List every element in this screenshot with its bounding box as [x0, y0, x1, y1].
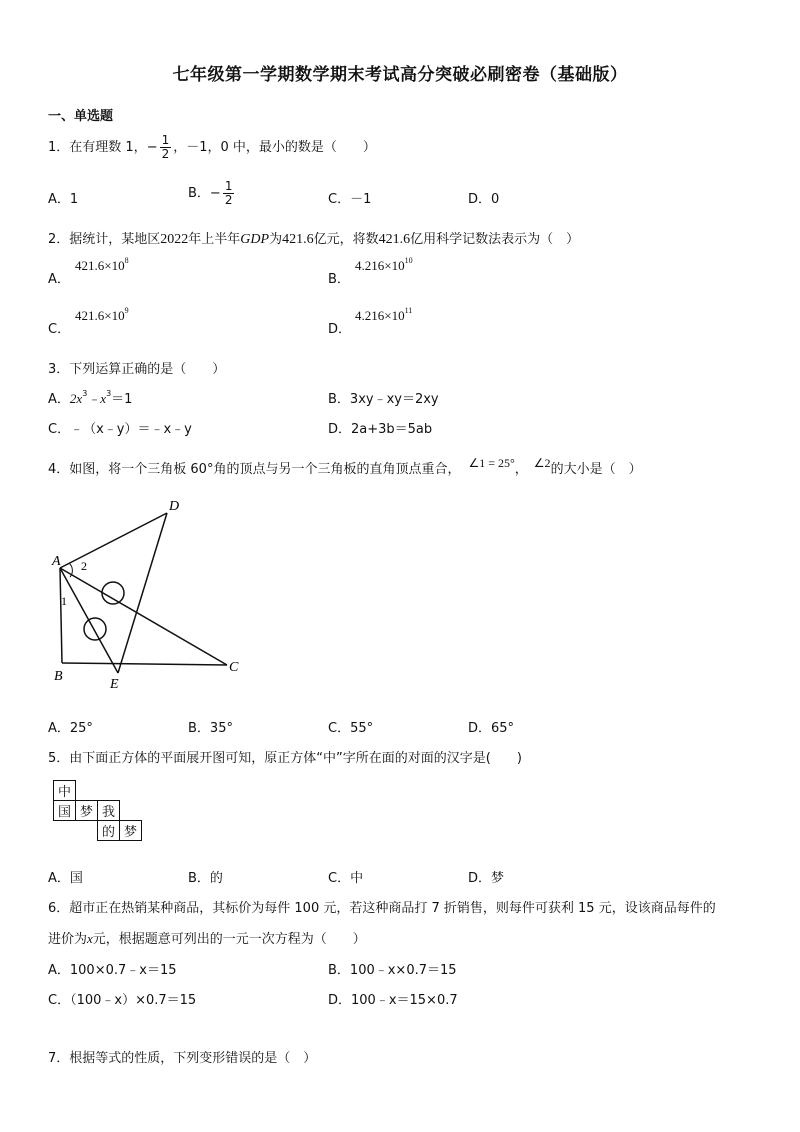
q1-frac-num: 1 — [161, 133, 170, 147]
q3-a-label: A． — [48, 392, 70, 407]
q1-frac-den: 2 — [161, 147, 170, 161]
q4-option-b: B．35° — [188, 721, 233, 736]
q1-suffix: ，－1，0 中，最小的数是（ ） — [173, 140, 376, 155]
net-face-top: 中 — [54, 781, 76, 801]
question-7: 7．根据等式的性质，下列变形错误的是（ ） — [48, 1051, 317, 1066]
page-title: 七年级第一学期数学期末考试高分突破必刷密卷（基础版） — [172, 65, 628, 85]
q2-value-2: 421.6 — [378, 232, 411, 247]
question-3: 3．下列运算正确的是（ ） — [48, 362, 226, 377]
q2-option-d-label: D． — [328, 322, 352, 337]
q5-option-d: D．梦 — [468, 871, 505, 886]
question-6-line-2 — [48, 928, 366, 947]
q6-line2-b: 元，根据题意可列出的一元一次方程为（ ） — [92, 932, 366, 947]
net-face-row3-2: 梦 — [120, 821, 142, 841]
label-c: C — [229, 660, 239, 675]
q1-option-d: D．0 — [468, 192, 500, 207]
label-b: B — [54, 669, 63, 684]
q1-option-a: A．1 — [48, 192, 79, 207]
q1-b-num: 1 — [224, 179, 233, 193]
edge-ab — [60, 568, 62, 663]
q2-option-b — [355, 256, 413, 274]
q2-gdp: GDP — [240, 232, 270, 247]
q2-a-value: 421.6×10 — [75, 258, 125, 273]
question-1 — [48, 134, 376, 161]
q1-prefix: 1．在有理数 1， — [48, 140, 147, 155]
q2-option-c — [75, 306, 129, 324]
q1-option-b-label: B． — [188, 186, 210, 201]
q2-b-exp: 10 — [404, 256, 413, 265]
q2-t4: 亿元，将数 — [313, 232, 379, 247]
label-e: E — [110, 677, 119, 692]
net-face-row2-1: 国 — [54, 801, 76, 821]
label-angle-2: 2 — [81, 559, 87, 573]
q6-line2-a: 进价为 — [48, 932, 88, 947]
q6-option-b: B．100﹣x×0.7＝15 — [328, 963, 457, 978]
net-face-row3-1: 的 — [98, 821, 120, 841]
q2-c-value: 421.6×10 — [75, 308, 125, 323]
q2-value: 421.6 — [282, 232, 314, 247]
q1-option-b-sign: − — [209, 186, 221, 201]
label-angle-1: 1 — [61, 594, 67, 608]
q1-b-den: 2 — [224, 193, 233, 207]
q3-option-c: C．﹣（x﹣y）＝﹣x﹣y — [48, 422, 192, 437]
q2-t3: 为 — [269, 232, 283, 247]
question-4 — [48, 458, 642, 477]
q4-option-c: C．55° — [328, 721, 374, 736]
q2-option-c-label: C． — [48, 322, 71, 337]
q3-a-term1: 2x — [69, 391, 83, 406]
q5-cube-net — [53, 780, 142, 841]
label-d: D — [169, 499, 180, 514]
q2-option-a-label: A． — [48, 272, 70, 287]
hole-circle-lower — [84, 618, 106, 640]
edge-bc — [62, 663, 227, 665]
edge-de — [118, 513, 167, 673]
q5-option-c: C．中 — [328, 871, 364, 886]
edge-ad — [60, 513, 167, 568]
q2-t5: 亿用科学记数法表示为（ ） — [410, 232, 580, 247]
q4-sep: ， — [514, 462, 528, 477]
q1-option-c: C．－1 — [328, 192, 372, 207]
q5-option-b: B．的 — [188, 871, 223, 886]
q2-t2: 年上半年 — [188, 232, 241, 247]
q2-b-value: 4.216×10 — [355, 258, 405, 273]
net-face-row2-3: 我 — [98, 801, 120, 821]
q2-c-exp: 9 — [124, 306, 129, 315]
hole-circle-upper — [102, 582, 124, 604]
q4-option-a: A．25° — [48, 721, 93, 736]
q4-angle-1: ∠1 = 25° — [468, 456, 515, 470]
net-face-row2-2: 梦 — [76, 801, 98, 821]
q6-var-x: x — [87, 931, 93, 946]
q3-option-a — [48, 388, 132, 407]
q3-option-b: B．3xy﹣xy＝2xy — [328, 392, 439, 407]
q6-option-a: A．100×0.7﹣x＝15 — [48, 963, 177, 978]
section-heading: 一、单选题 — [48, 109, 114, 124]
question-6-line-1: 6．超市正在热销某种商品，其标价为每件 100 元，若这种商品打 7 折销售，则每件可获利 15 元，设该商品每件的 — [48, 901, 716, 916]
q3-a-term2: ﹣x — [87, 391, 107, 406]
label-a: A — [52, 554, 61, 569]
question-2 — [48, 228, 579, 248]
q2-option-d — [355, 306, 412, 324]
q1-frac-sign: − — [146, 140, 158, 155]
q3-a-term3: ＝1 — [111, 392, 133, 407]
q3-a-exp2: 3 — [106, 389, 112, 398]
q4-t2: 的大小是（ ） — [550, 462, 642, 477]
q2-year: 2022 — [160, 232, 189, 247]
q2-a-exp: 8 — [124, 256, 129, 265]
q6-option-d: D．100﹣x＝15×0.7 — [328, 993, 458, 1008]
q6-option-c: C．（100﹣x）×0.7＝15 — [48, 993, 197, 1008]
q2-d-value: 4.216×10 — [355, 308, 405, 323]
q2-t1: 2．据统计，某地区 — [48, 232, 161, 247]
q5-option-a: A．国 — [48, 871, 83, 886]
q2-option-a — [75, 256, 129, 274]
question-5: 5．由下面正方体的平面展开图可知，原正方体“中”字所在面的对面的汉字是( ) — [48, 751, 522, 766]
q3-option-d: D．2a+3b＝5ab — [328, 422, 433, 437]
q4-option-d: D．65° — [468, 721, 515, 736]
q2-d-exp: 11 — [404, 306, 413, 315]
q1-fraction — [160, 134, 172, 161]
q2-option-b-label: B． — [328, 272, 350, 287]
q1-option-b-fraction — [223, 180, 235, 207]
q3-a-exp1: 3 — [82, 389, 88, 398]
edge-ac — [60, 568, 227, 665]
q4-angle-2: ∠2 — [533, 456, 551, 470]
q1-option-b — [188, 180, 236, 207]
q4-t1: 4．如图，将一个三角板 60°角的顶点与另一个三角板的直角顶点重合， — [48, 462, 461, 477]
q4-triangle-figure — [40, 495, 260, 695]
